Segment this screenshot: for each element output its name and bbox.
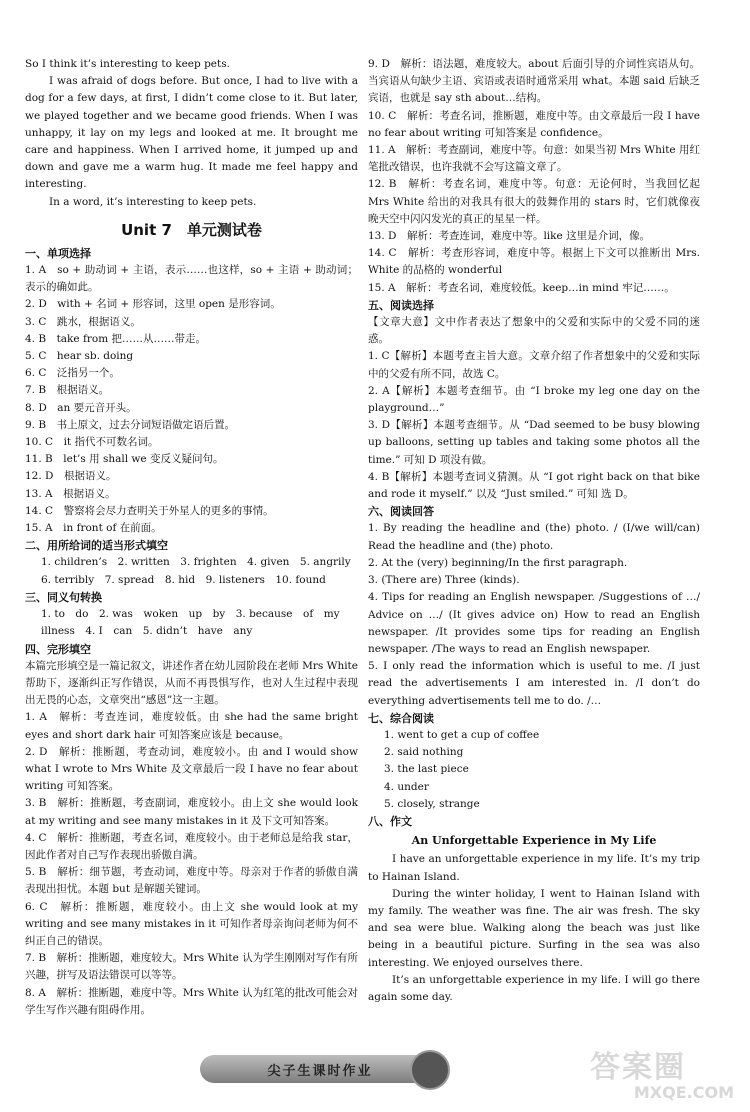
section-title-cloze: 四、完形填空 — [25, 642, 91, 656]
essay-title: An Unforgettable Experience in My Life — [411, 834, 657, 848]
answer-item: 6. C 解析：推断题，难度较小。由上文 she would look at my writing and see many mistakes in it 可知作者母亲询问老师为何不纠正自己的错误。 — [25, 900, 358, 947]
answer-item: 11. A 解析：考查副词，难度中等。句意：如果当初 Mrs White 用红笔批改错误，也许我就不会写这篇文章了。 — [368, 144, 700, 174]
answer-item: 10. C it 指代不可数名词。 — [25, 436, 159, 449]
footer-logo-icon — [410, 1050, 450, 1090]
answer-line: 1. to do 2. was woken up by 3. because of my — [41, 608, 340, 621]
answer-item: 4. C 解析：推断题，考查名词，难度较小。由于老师总是给我 star，因此作者对自己写作表现出骄傲自满。 — [25, 831, 358, 861]
answer-item: 14. C 警察将会尽力查明关于外星人的更多的事情。 — [25, 504, 274, 517]
answer-item: 14. C 解析：考查形容词，难度中等。根据上下文可以推断出 Mrs. White 的品格的 wonderful — [368, 247, 700, 277]
watermark-domain: MXQE.COM — [633, 1083, 734, 1102]
answer-item: 7. B 根据语义。 — [25, 384, 110, 397]
answer-line: 5. closely, strange — [384, 797, 480, 810]
answer-item: 4. B take from 把……从……带走。 — [25, 332, 206, 345]
section-title-reading-answer: 六、阅读回答 — [368, 505, 434, 519]
answer-item: 5. C hear sb. doing — [25, 350, 134, 363]
answer-item: 8. A 解析：推断题，难度中等。Mrs White 认为红笔的批改可能会对学生写作兴趣有阻碍作用。 — [25, 986, 358, 1016]
answer-line: 6. terribly 7. spread 8. hid 9. listeners 10. found — [41, 573, 326, 586]
answer-item: 4. Tips for reading an English newspaper. /Suggestions of …/ Advice on …/ (It gives advice on) How to read an English newspaper. /It provides some tips for reading an English newspaper. /The ways to read an English newspaper. — [368, 591, 700, 655]
answer-item: 2. D 解析：推断题，考查动词，难度较小。由 and I would show what I wrote to Mrs White 及文章最后一段 I have no fear about writing 可知答案。 — [25, 745, 358, 793]
section-title-writing: 八、作文 — [368, 814, 412, 828]
section-title-word-forms: 二、用所给词的适当形式填空 — [25, 539, 168, 553]
answer-item: 15. A in front of 在前面。 — [25, 522, 162, 535]
essay-paragraph: It’s an unforgettable experience in my life. I will go there again some day. — [368, 973, 700, 1003]
answer-item: 6. C 泛指另一个。 — [25, 367, 120, 380]
answer-line: 4. under — [384, 780, 429, 793]
section-title-single-choice: 一、单项选择 — [25, 246, 91, 260]
answer-line: 1. went to get a cup of coffee — [384, 728, 540, 741]
answer-line: 1. children’s 2. written 3. frighten 4. given 5. angrily — [41, 556, 351, 569]
answer-line: 3. the last piece — [384, 763, 469, 776]
section-title-sentence-transform: 三、同义句转换 — [25, 590, 102, 604]
answer-line: 2. said nothing — [384, 746, 464, 759]
answer-item: 1. A so + 助动词 + 主语，表示……也这样，so + 主语 + 助动词；表示的确如此。 — [25, 264, 358, 294]
answer-item: 13. A 根据语义。 — [25, 487, 116, 500]
answer-item: 5. B 解析：细节题，考查动词，难度中等。母亲对于作者的骄傲自满表现出担忧。本题 but 是解题关键词。 — [25, 866, 358, 896]
essay-final-paragraph: In a word, it’s interesting to keep pets. — [49, 195, 257, 208]
answer-item: 1. C【解析】本题考查主旨大意。文章介绍了作者想象中的父爱和实际中的父爱有所不同，故选 C。 — [368, 350, 700, 380]
answer-item: 2. At the (very) beginning/In the first paragraph. — [368, 556, 628, 569]
cloze-intro: 本篇完形填空是一篇记叙文，讲述作者在幼儿园阶段在老师 Mrs White 帮助下，逐渐纠正写作错误，从而不再畏惧写作，也对人生过程中表现出无畏的心态，文章突出“感恩”这一主题。 — [25, 659, 358, 707]
section-title-reading-choice: 五、阅读选择 — [368, 298, 434, 312]
essay-conclusion-line: So I think it’s interesting to keep pets. — [25, 58, 230, 70]
answer-item: 3. C 跳水，根据语义。 — [25, 315, 141, 328]
answer-item: 2. A【解析】本题考查细节。由 “I broke my leg one day on the playground…” — [368, 384, 700, 415]
answer-item: 1. By reading the headline and (the) photo. / (I/we will/can) Read the headline and (the) photo. — [368, 522, 700, 552]
answer-item: 13. D 解析：考查连词，难度中等。like 这里是介词，像。 — [368, 230, 651, 243]
answer-item: 8. D an 要元音开头。 — [25, 401, 137, 414]
answer-item: 10. C 解析：考查名词，推断题，难度中等。由文章最后一段 I have no fear about writing 可知答案是 confidence。 — [368, 109, 700, 139]
answer-item: 3. (There are) Three (kinds). — [368, 574, 520, 587]
footer-title: 尖子生课时作业 — [267, 1063, 373, 1079]
unit-title: Unit 7 单元测试卷 — [121, 220, 262, 239]
answer-item: 3. D【解析】本题考查细节。从 “Dad seemed to be busy blowing up balloons, setting up tables and taking some photos all the time.” 可知 D 项没有做。 — [368, 419, 700, 466]
answer-item: 12. D 根据语义。 — [25, 470, 117, 483]
section-title-comprehensive-reading: 七、综合阅读 — [368, 711, 434, 725]
watermark-logo-text: 答案圈 — [590, 1050, 686, 1085]
reading-summary: 【文章大意】文中作者表达了想象中的父爱和实际中的父爱不同的迷惑。 — [368, 316, 700, 346]
answer-item: 9. D 解析：语法题，难度较大。about 后面引导的介词性宾语从句。当宾语从句缺少主语、宾语或表语时通常采用 what。本题 said 后缺乏宾语，也就是 say sth about…结构。 — [368, 58, 700, 105]
essay-paragraph: I have an unforgettable experience in my life. It’s my trip to Hainan Island. — [368, 853, 700, 883]
answer-item: 7. B 解析：推断题，难度较大。Mrs White 认为学生刚刚对写作有所兴趣，拼写及语法错误可以等等。 — [25, 952, 358, 982]
answer-item: 4. B【解析】本题考查词义猜测。从 “I got right back on that bike and rode it myself.” 以及 “Just smiled.” 可知 选 D。 — [368, 470, 700, 501]
left-column — [25, 56, 358, 1019]
right-column — [368, 56, 700, 1006]
answer-item: 3. B 解析：推断题，考查副词，难度较小。由上文 she would look at my writing and see many mistakes in it 及下文可知答案。 — [25, 797, 358, 827]
footer-banner — [200, 1055, 440, 1083]
answer-item: 15. A 解析：考查名词，难度较低。keep…in mind 牢记……。 — [368, 281, 675, 294]
answer-item: 1. A 解析：考查连词，难度较低。由 she had the same bright eyes and short dark hair 可知答案应该是 because。 — [25, 711, 358, 741]
answer-item: 2. D with + 名词 + 形容词，这里 open 是形容词。 — [25, 298, 281, 311]
essay-body-paragraph: I was afraid of dogs before. But once, I had to live with a dog for a few days, at first, I didn’t come close to it. But later, we played together and we became good friends. When I was unhappy, it lay on my legs and looked at me. It brought me care and happiness. When I arrived home, it jumped up and down and gave me a warm hug. It made me feel happy and interesting. — [25, 75, 358, 191]
answer-item: 9. B 书上原文，过去分词短语做定语后置。 — [25, 418, 236, 431]
watermark — [590, 1052, 740, 1108]
essay-paragraph: During the winter holiday, I went to Hainan Island with my family. The weather was fine. The air was fresh. The sky and sea were blue. Walking along the beach was just like being in a beautiful picture. Surfing in the sea was also interesting. We enjoyed ourselves there. — [368, 887, 700, 969]
answer-line: illness 4. I can 5. didn’t have any — [41, 625, 253, 638]
answer-item: 12. B 解析：考查名词，难度中等。句意：无论何时，当我回忆起 Mrs White 给出的对我具有很大的鼓舞作用的 stars 时，它们就像夜晚天空中闪闪发光的真正的星星一样。 — [368, 178, 700, 225]
answer-item: 11. B let’s 用 shall we 变反义疑问句。 — [25, 453, 224, 466]
answer-item: 5. I only read the information which is useful to me. /I just read the advertisements I am interested in. /I don’t do everything advertisements tell me to do. /… — [368, 660, 700, 707]
